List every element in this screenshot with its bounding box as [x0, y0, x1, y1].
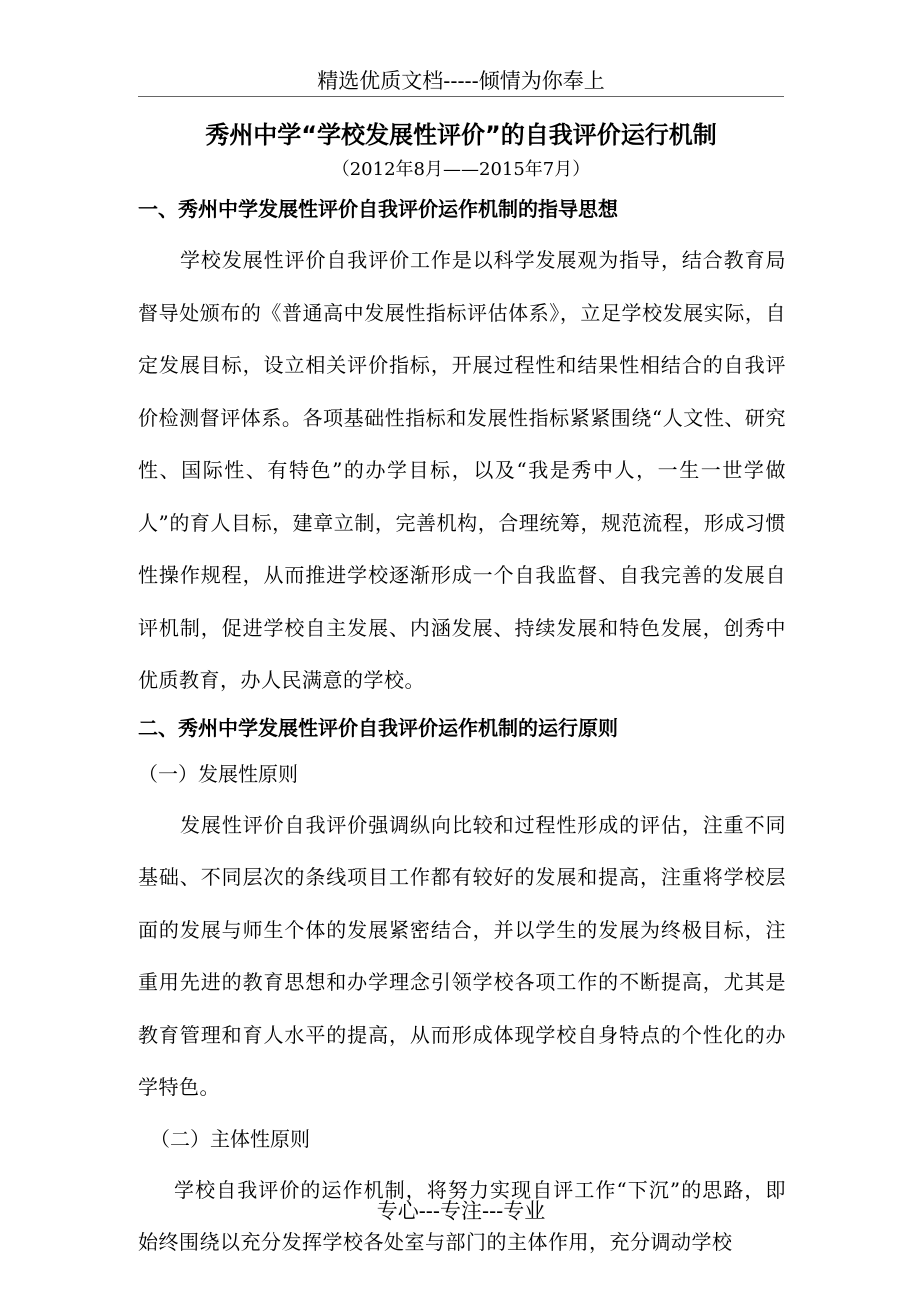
page-footer — [138, 1196, 784, 1226]
subsection-heading-development: （一）发展性原则 — [138, 761, 298, 786]
page-footer-text: 专心---专注---专业 — [376, 1199, 546, 1223]
page-header-text: 精选优质文档-----倾情为你奉上 — [317, 69, 605, 93]
document-title: 秀州中学“学校发展性评价”的自我评价运行机制 — [205, 121, 717, 149]
document-date-range: （2012年8月——2015年7月） — [331, 159, 591, 180]
subsection-subjectivity-paragraph: 学校自我评价的运作机制，将努力实现自评工作“下沉”的思路，即始终围绕以充分发挥学校各处室与部门的主体作用，充分调动学校 — [138, 1177, 786, 1254]
page-header — [138, 66, 784, 97]
subsection-development-paragraph: 发展性评价自我评价强调纵向比较和过程性形成的评估，注重不同基础、不同层次的条线项目工作都有较好的发展和提高，注重将学校层面的发展与师生个体的发展紧密结合，并以学生的发展为终极目标，注重用先进的教育思想和办学理念引领学校各项工作的不断提高，尤其是教育管理和育人水平的提高，从而形成体现学校自身特点的个性化的办学特色。 — [138, 812, 786, 1099]
section-heading-2: 二、秀州中学发展性评价自我评价运作机制的运行原则 — [138, 715, 618, 740]
subsection-heading-subjectivity: （二）主体性原则 — [150, 1126, 310, 1151]
section-heading-1: 一、秀州中学发展性评价自我评价运作机制的指导思想 — [138, 197, 618, 221]
section-1-paragraph: 学校发展性评价自我评价工作是以科学发展观为指导，结合教育局督导处颁布的《普通高中发展性指标评估体系》，立足学校发展实际，自定发展目标，设立相关评价指标，开展过程性和结果性相结合的自我评价检测督评体系。各项基础性指标和发展性指标紧紧围绕“人文性、研究性、国际性、有特色”的办学目标，以及“我是秀中人，一生一世学做人”的育人目标，建章立制，完善机构，合理统筹，规范流程，形成习惯性操作规程，从而推进学校逐渐形成一个自我监督、自我完善的发展自评机制，促进学校自主发展、内涵发展、持续发展和特色发展，创秀中优质教育，办人民满意的学校。 — [138, 248, 786, 692]
document-body — [138, 188, 786, 1269]
